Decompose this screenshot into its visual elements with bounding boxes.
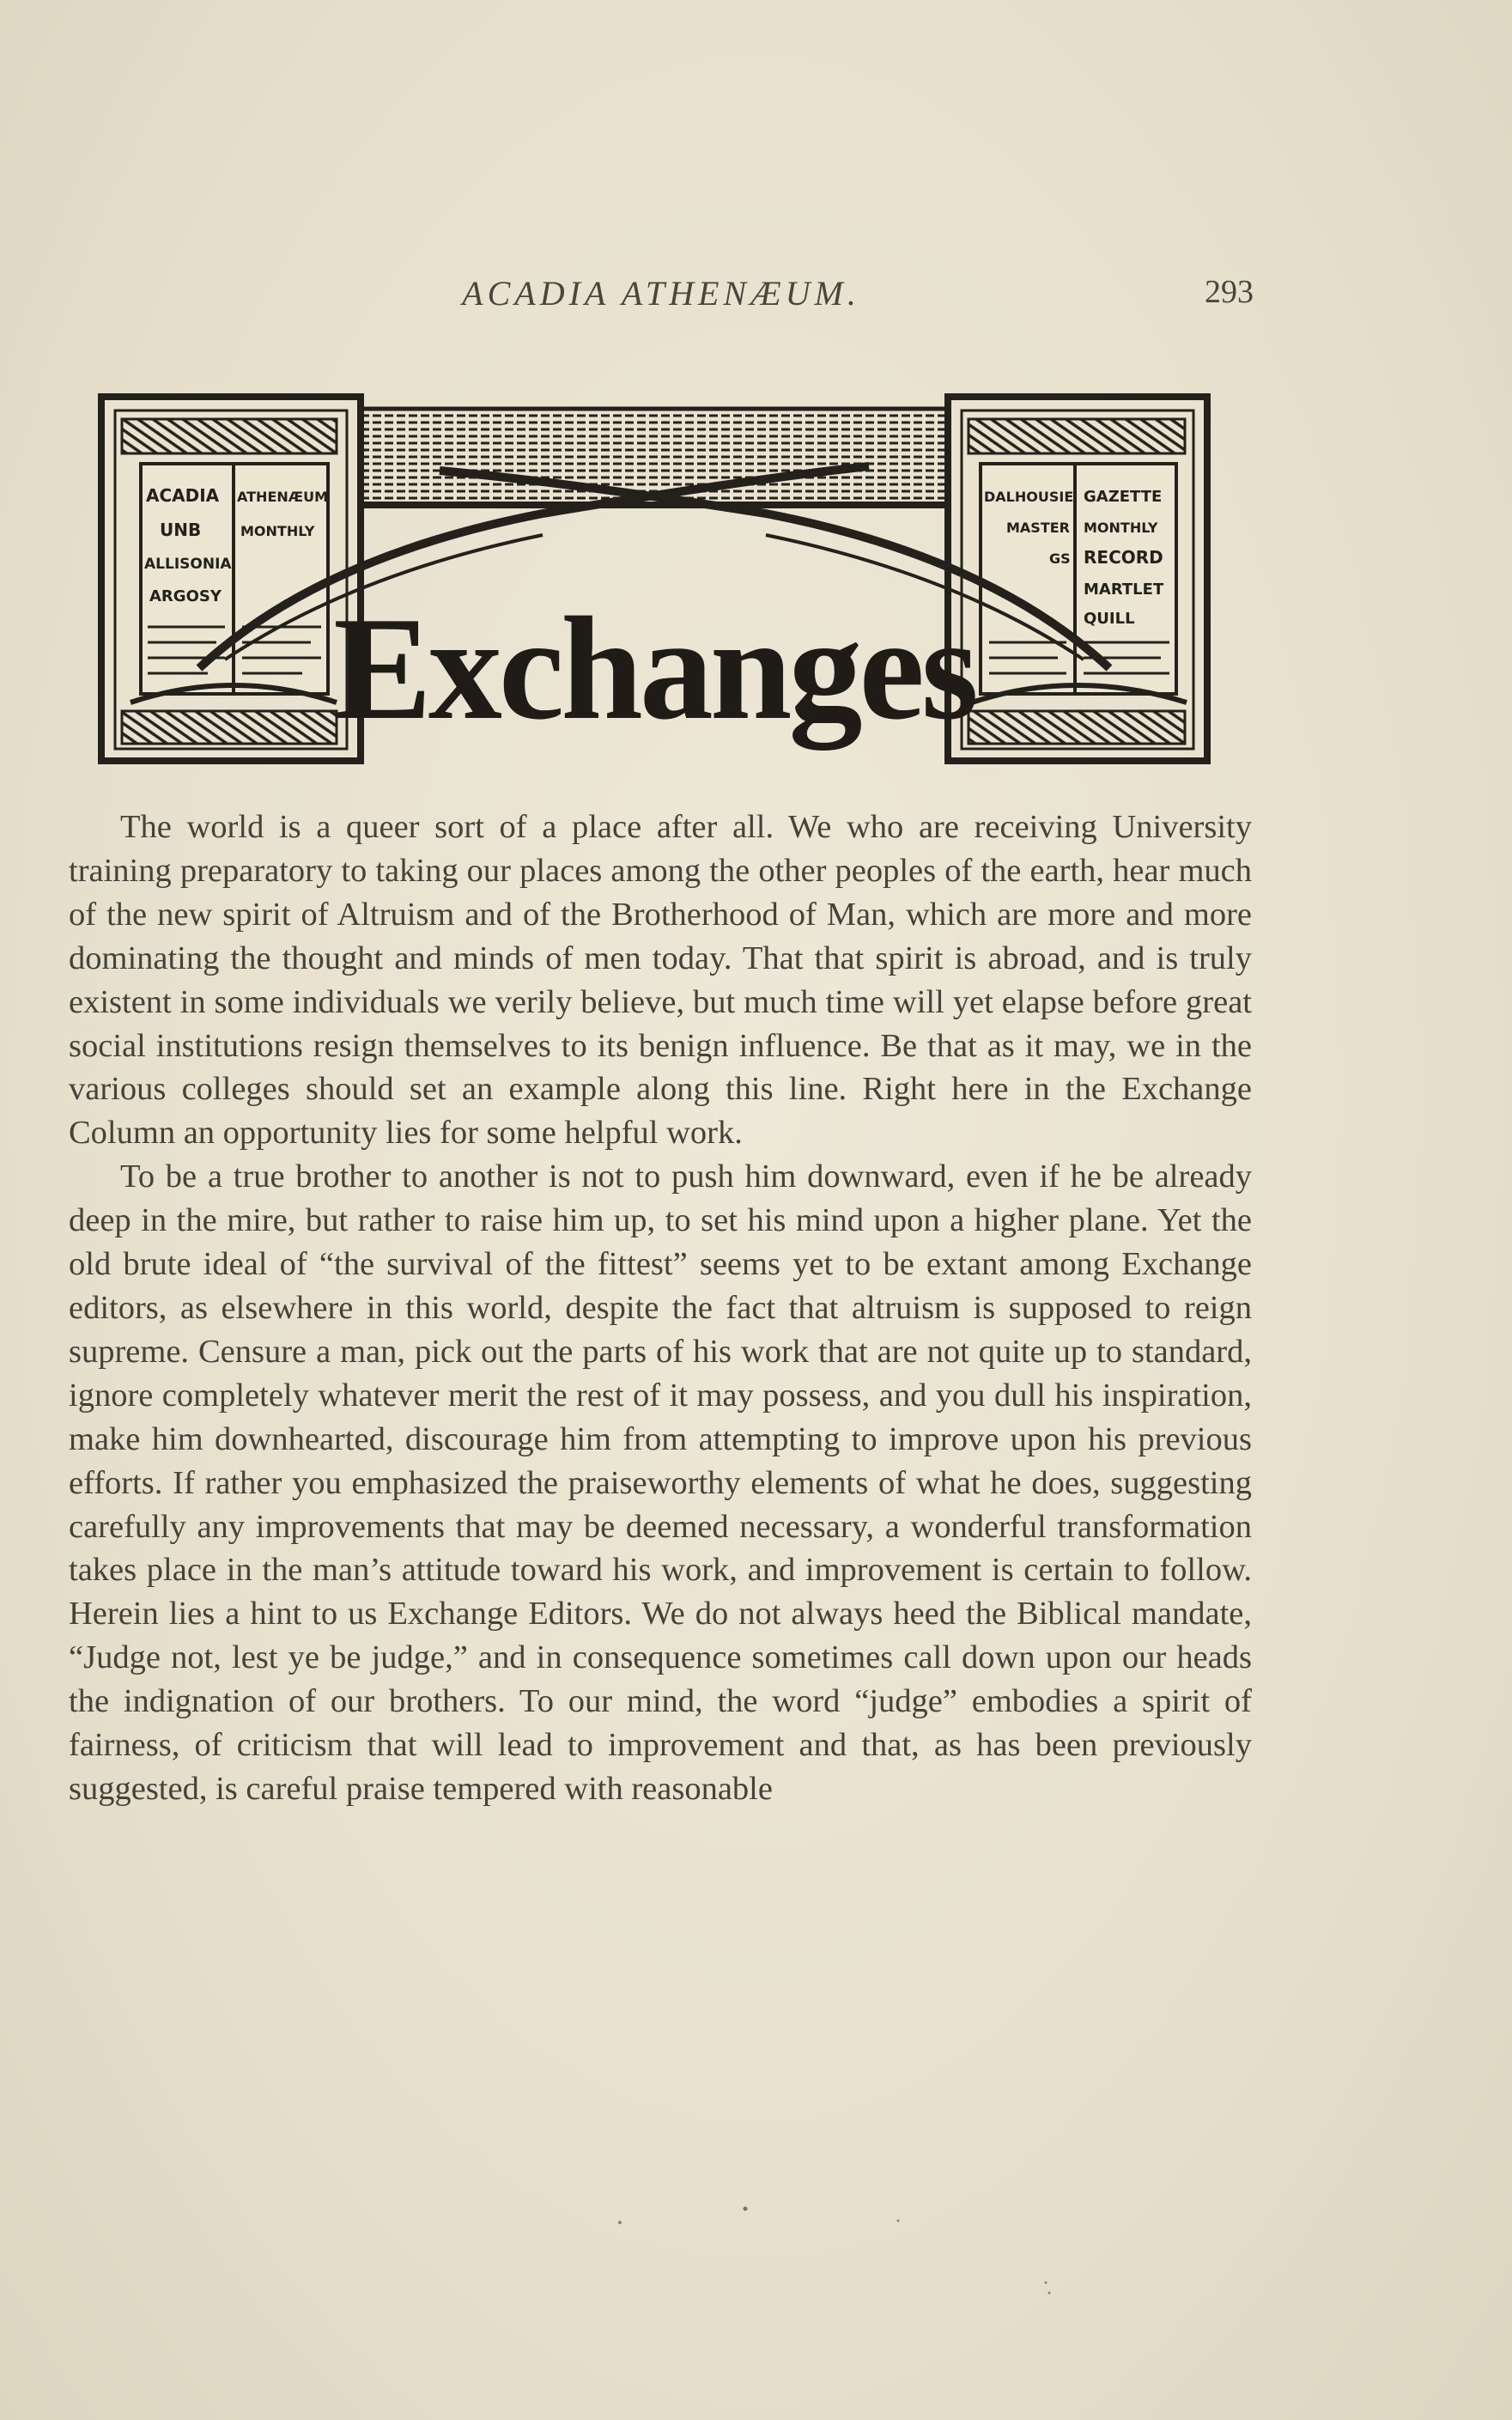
right-label-dalhousie: DALHOUSIE [984,489,1074,505]
paragraph-2: To be a true brother to another is not to push him downward, even if he be already deep in the mire, but rather to raise him up, to set his mind upon a higher plane. Yet the old brute ideal of “the survival of the fittest” seems yet to be extant among Exchange editors, as elsewhere in this world, despite the fact that altruism is supposed to reign supreme. Censure a man, pick out the parts of his work that are not quite up to standard, ignore completely whatever merit the rest of it may possess, and you dull his inspiration, make him downhearted, discourage him from attempting to improve upon his previous efforts. If rather you emphasized the praiseworthy elements of what he does, suggesting carefully any improvements that may be deemed necessary, a wonderful transformation takes place in the man’s attitude toward his work, and improvement is certain to follow. Herein lies a hint to us Exchange Editors. We do not always heed the Biblical mandate, “Judge not, lest ye be judge,” and in consequence sometimes call down upon our heads the indignation of our brothers. To our mind, the word “judge” embodies a spirit of fairness, of criticism that will lead to improvement and that, as has been previously suggested, is careful praise tempered with reasonable [69,1158,1252,1807]
right-label-monthly: MONTHLY [1084,520,1158,536]
exchanges-banner [96,385,1212,769]
page-header [69,273,1254,325]
right-label-gazette: GAZETTE [1084,488,1163,506]
left-label-unb: UNB [160,520,202,540]
left-label-acadia: ACADIA [146,485,220,506]
right-label-gs: GS [1049,550,1071,567]
running-title: ACADIA ATHENÆUM. [462,274,860,313]
article-body [69,806,1252,1811]
right-label-record: RECORD [1084,547,1163,568]
exchanges-heading: Exchanges [333,587,975,751]
left-label-athenaeum: ATHENÆUM [237,489,329,505]
left-label-monthly: MONTHLY [240,523,315,539]
paragraph-1: The world is a queer sort of a place after all. We who are receiving University training preparatory to taking our places among the other peoples of the earth, hear much of the new spirit of Altruism and of the Brotherhood of Man, which are more and more dominating the thought and minds of men today. That that spirit is abroad, and is truly existent in some individuals we verily believe, but much time will yet elapse before great social institutions resign themselves to its benign influence. Be that as it may, we in the various colleges should set an example along this line. Right here in the Exchange Column an opportunity lies for some helpful work. [69,809,1252,1152]
page-number: 293 [1205,274,1254,310]
right-label-martlet: MARTLET [1084,581,1164,599]
right-label-quill: QUILL [1084,610,1135,628]
left-label-allisonia: ALLISONIA [144,556,232,573]
left-label-argosy: ARGOSY [149,587,222,605]
right-label-master: MASTER [1006,520,1070,536]
top-band [354,409,955,505]
